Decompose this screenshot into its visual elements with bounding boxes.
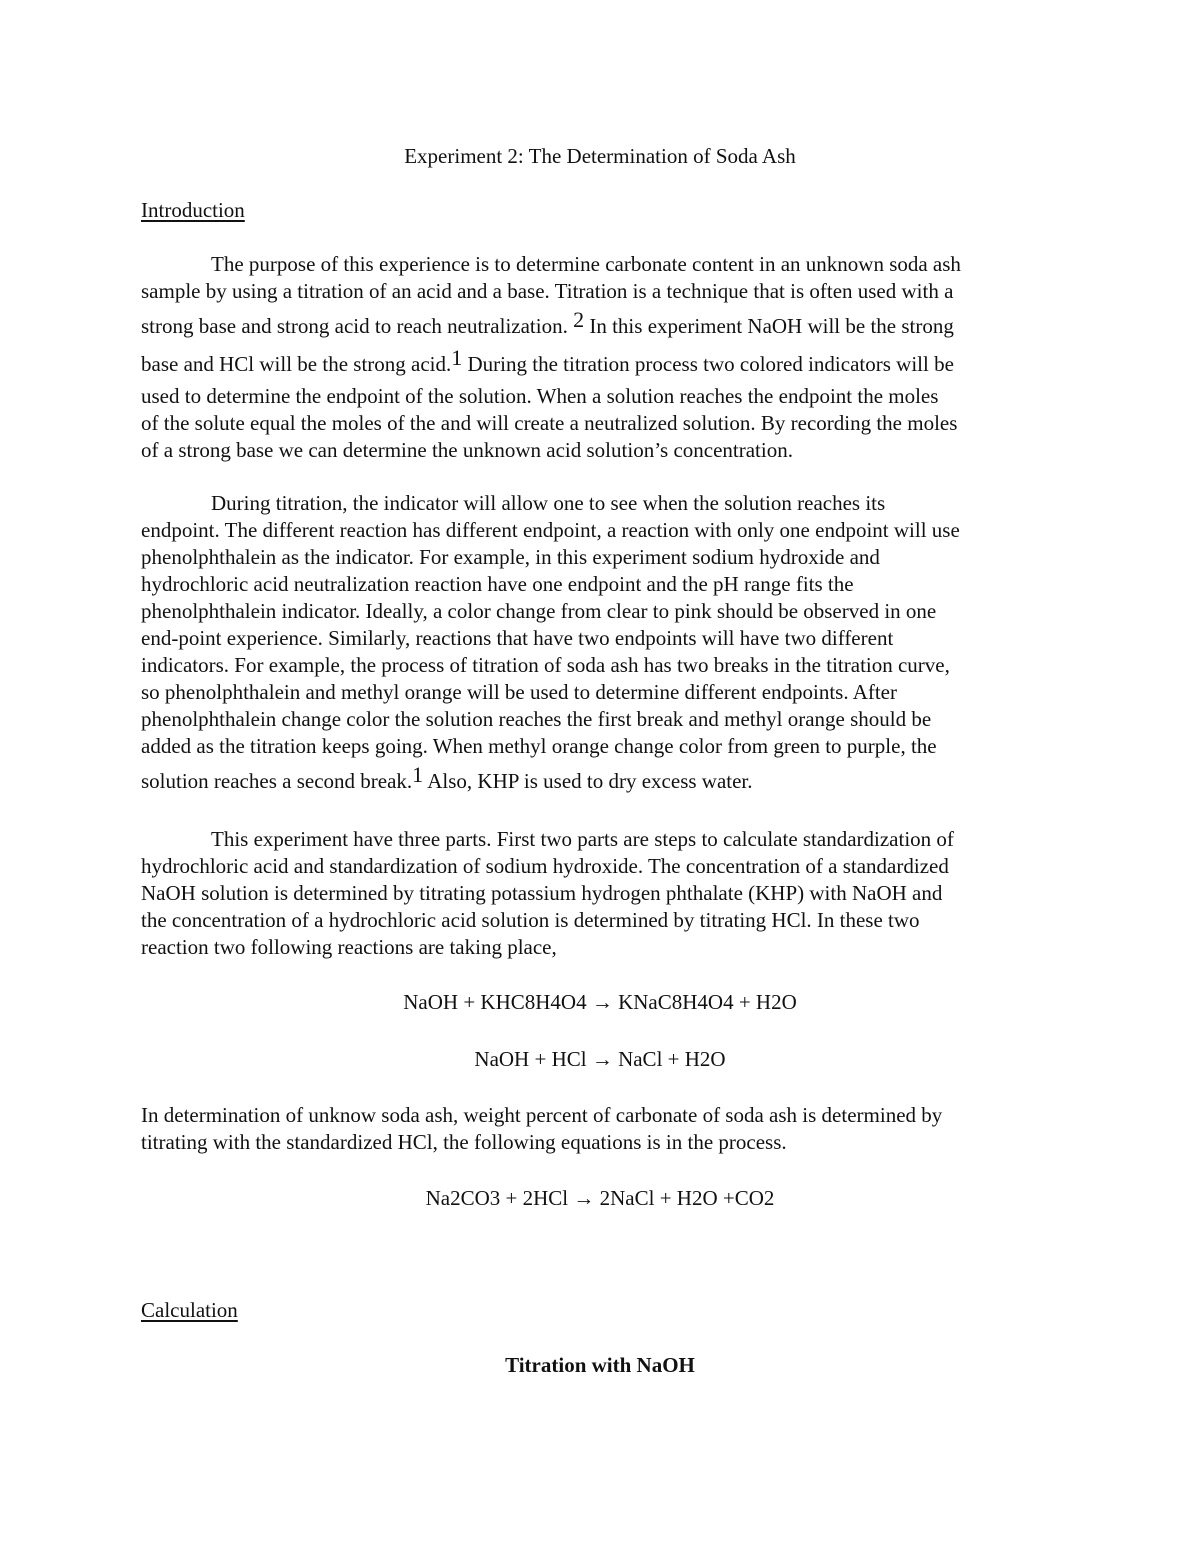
- introduction-heading: Introduction: [141, 198, 245, 222]
- intro-paragraph-1: [141, 251, 1066, 464]
- para3-line-5: reaction two following reactions are taking place,: [141, 935, 557, 959]
- para4-line-1: In determination of unknow soda ash, weight percent of carbonate of soda ash is determined by: [141, 1103, 943, 1127]
- para1-line-4a: base and HCl will be the strong acid.: [141, 352, 452, 376]
- para1-line-2: sample by using a titration of an acid and a base. Titration is a technique that is often used with a: [141, 279, 954, 303]
- para3-line-1: This experiment have three parts. First two parts are steps to calculate standardization of: [211, 827, 954, 851]
- para2-line-3: phenolphthalein as the indicator. For example, in this experiment sodium hydroxide and: [141, 545, 880, 569]
- para2-line-4: hydrochloric acid neutralization reaction have one endpoint and the pH range fits the: [141, 572, 854, 596]
- para2-line-11b: Also, KHP is used to dry excess water.: [423, 769, 753, 793]
- para2-line-9: phenolphthalein change color the solution reaches the first break and methyl orange should be: [141, 707, 932, 731]
- para2-line-10: added as the titration keeps going. When methyl orange change color from green to purple, the: [141, 734, 937, 758]
- para1-line-5: used to determine the endpoint of the solution. When a solution reaches the endpoint the moles: [141, 384, 939, 408]
- document-title: Experiment 2: The Determination of Soda Ash: [404, 144, 796, 168]
- para2-line-8: so phenolphthalein and methyl orange will be used to determine different endpoints. After: [141, 680, 897, 704]
- equation-naoh-hcl: NaOH + HCl → NaCl + H2O: [474, 1047, 726, 1071]
- para1-line-3b: In this experiment NaOH will be the strong: [584, 314, 954, 338]
- citation-1: 1: [412, 762, 424, 787]
- para2-line-1: During titration, the indicator will allow one to see when the solution reaches its: [211, 491, 886, 515]
- para1-line-4b: During the titration process two colored indicators will be: [462, 352, 954, 376]
- citation-1: 1: [451, 345, 463, 370]
- para2-line-6: end-point experience. Similarly, reactions that have two endpoints will have two different: [141, 626, 894, 650]
- para1-line-3a: strong base and strong acid to reach neutralization.: [141, 314, 574, 338]
- para2-line-7: indicators. For example, the process of titration of soda ash has two breaks in the titration curve,: [141, 653, 950, 677]
- para1-line-7: of a strong base we can determine the unknown acid solution’s concentration.: [141, 438, 793, 462]
- intro-paragraph-3: [141, 826, 1066, 961]
- para3-line-3: NaOH solution is determined by titrating potassium hydrogen phthalate (KHP) with NaOH and: [141, 881, 943, 905]
- para2-line-5: phenolphthalein indicator. Ideally, a color change from clear to pink should be observed in one: [141, 599, 937, 623]
- para3-line-4: the concentration of a hydrochloric acid solution is determined by titrating HCl. In these two: [141, 908, 920, 932]
- equation-naoh-khp: NaOH + KHC8H4O4 → KNaC8H4O4 + H2O: [403, 990, 797, 1014]
- para2-line-2: endpoint. The different reaction has different endpoint, a reaction with only one endpoint will use: [141, 518, 960, 542]
- para1-line-6: of the solute equal the moles of the and will create a neutralized solution. By recording the moles: [141, 411, 958, 435]
- para3-line-2: hydrochloric acid and standardization of sodium hydroxide. The concentration of a standardized: [141, 854, 949, 878]
- para2-line-11a: solution reaches a second break.: [141, 769, 413, 793]
- calculation-heading: Calculation: [141, 1298, 238, 1322]
- equation-na2co3-hcl: Na2CO3 + 2HCl → 2NaCl + H2O +CO2: [425, 1186, 775, 1210]
- intro-paragraph-4: [141, 1102, 1066, 1156]
- para1-line-1: The purpose of this experience is to determine carbonate content in an unknown soda ash: [211, 252, 961, 276]
- citation-2: 2: [573, 307, 585, 332]
- intro-paragraph-2: [141, 490, 1066, 800]
- para4-line-2: titrating with the standardized HCl, the following equations is in the process.: [141, 1130, 787, 1154]
- titration-naoh-subheading: Titration with NaOH: [505, 1353, 695, 1377]
